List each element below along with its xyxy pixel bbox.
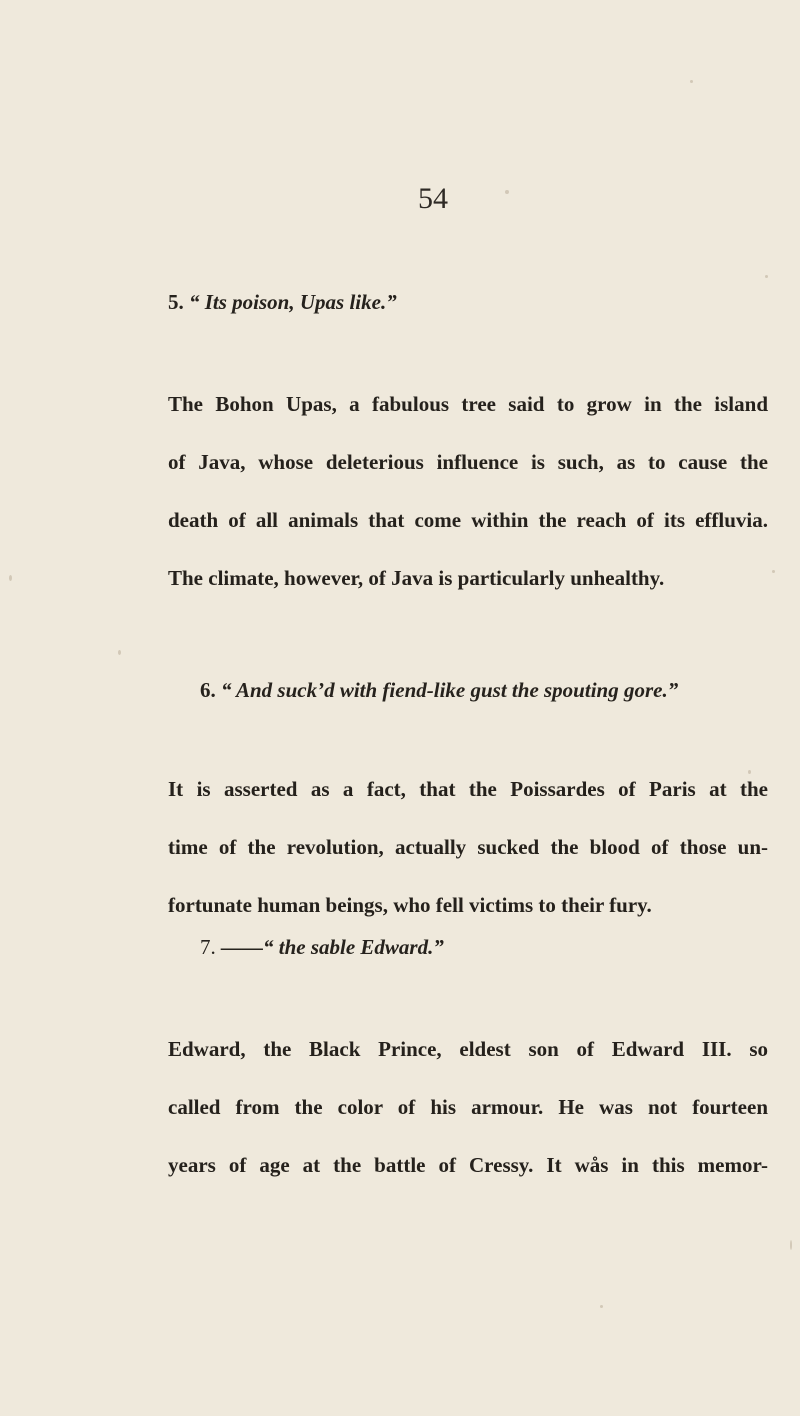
note-quote: “ Its poison, Upas like.” bbox=[189, 290, 397, 314]
paragraph-line: death of all animals that come within the reach of its effluvia. bbox=[168, 508, 768, 532]
paragraph-line: time of the revolution, actually sucked the blood of those un- bbox=[168, 835, 768, 859]
paragraph-line: of Java, whose deleterious influence is such, as to cause the bbox=[168, 450, 768, 474]
paper-speck bbox=[690, 80, 693, 83]
page-number: 54 bbox=[418, 182, 448, 215]
paragraph-line: years of age at the battle of Cressy. It wås in this memor- bbox=[168, 1153, 768, 1177]
paper-speck bbox=[9, 575, 12, 581]
paper-speck bbox=[505, 190, 509, 194]
note-quote: “ And suck’d with fiend-like gust the spouting gore.” bbox=[221, 678, 679, 702]
note-paragraph bbox=[168, 760, 768, 934]
paper-speck bbox=[790, 1240, 792, 1250]
paper-speck bbox=[772, 570, 775, 573]
paragraph-line: Edward, the Black Prince, eldest son of Edward III. so bbox=[168, 1037, 768, 1061]
paragraph-line: It is asserted as a fact, that the Poissardes of Paris at the bbox=[168, 777, 768, 801]
paragraph-line: The climate, however, of Java is particularly unhealthy. bbox=[168, 566, 665, 590]
note-paragraph bbox=[168, 1020, 768, 1194]
note-number: 5. bbox=[168, 290, 184, 314]
note-number: 7. bbox=[200, 935, 216, 959]
paragraph-line: fortunate human beings, who fell victims to their fury. bbox=[168, 893, 652, 917]
note-paragraph bbox=[168, 375, 768, 607]
note-heading bbox=[200, 935, 444, 960]
paragraph-line: The Bohon Upas, a fabulous tree said to grow in the island bbox=[168, 392, 768, 416]
paper-speck bbox=[600, 1305, 603, 1308]
paper-speck bbox=[118, 650, 121, 655]
paper-speck bbox=[765, 275, 768, 278]
note-quote: ——“ the sable Edward.” bbox=[221, 935, 444, 959]
paragraph-line: called from the color of his armour. He was not fourteen bbox=[168, 1095, 768, 1119]
note-heading bbox=[168, 290, 397, 315]
note-heading bbox=[200, 678, 678, 703]
note-number: 6. bbox=[200, 678, 216, 702]
